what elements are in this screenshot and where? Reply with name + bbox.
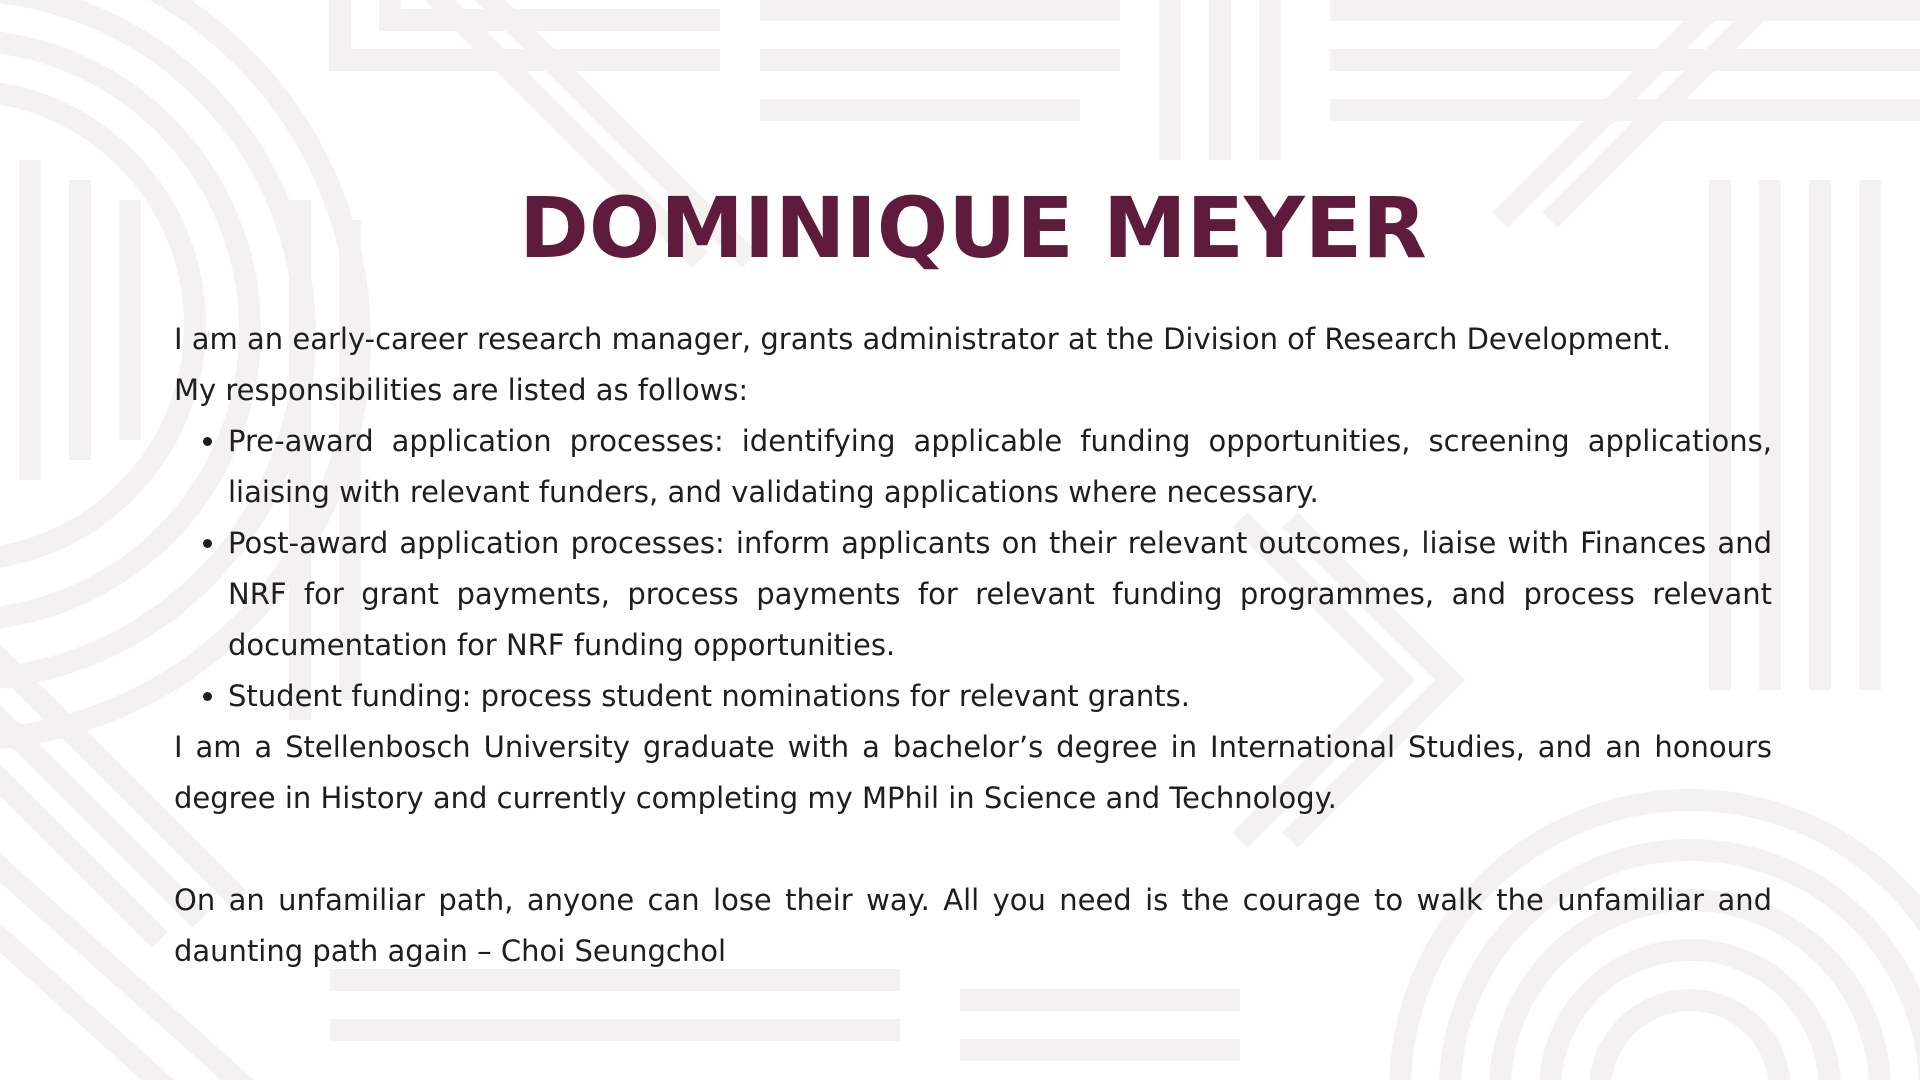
page-title: DOMINIQUE MEYER (519, 179, 1427, 277)
list-item: • Post-award application processes: inform applicants on their relevant outcomes, liaise with Finances and NRF for grant payments, process payments for relevant funding programmes, and process relevant documentation for NRF funding opportunities. (228, 518, 1772, 671)
quote-text: On an unfamiliar path, anyone can lose their way. All you need is the courage to walk the unfamiliar and daunting path again – Choi Seungchol (174, 883, 1772, 968)
intro-text: I am an early-career research manager, grants administrator at the Division of Research Development. (174, 322, 1672, 356)
responsibilities-list (174, 416, 1772, 722)
paragraph-spacer (174, 824, 1772, 875)
list-item: • Student funding: process student nominations for relevant grants. (228, 671, 1772, 722)
responsibilities-heading: My responsibilities are listed as follows: (174, 373, 749, 407)
profile-body (174, 314, 1772, 977)
list-item: • Pre-award application processes: identifying applicable funding opportunities, screening applications, liaising with relevant funders, and validating applications where necessary. (228, 416, 1772, 518)
education-text: I am a Stellenbosch University graduate with a bachelor’s degree in International Studies, and an honours degree in History and currently completing my MPhil in Science and Technology. (174, 730, 1772, 815)
